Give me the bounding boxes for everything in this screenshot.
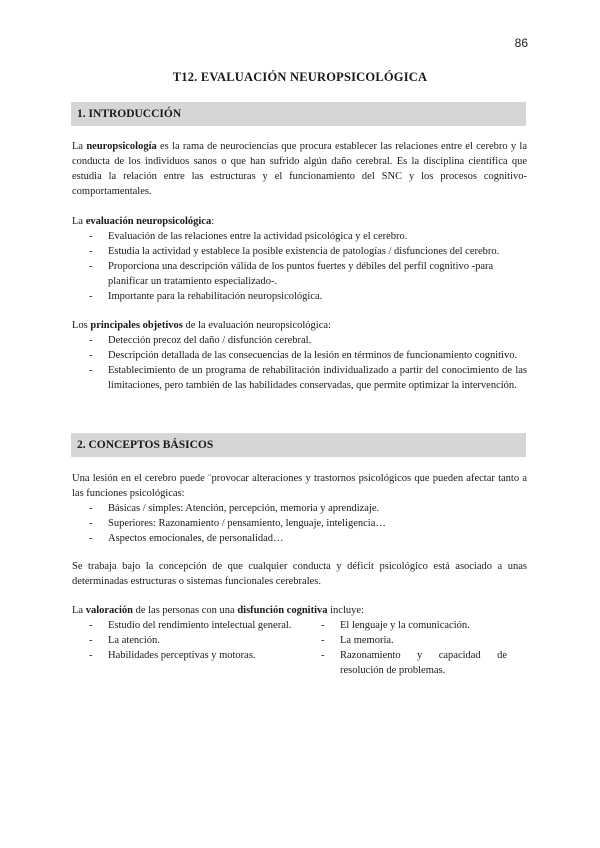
list-item: - Razonamiento y capacidad de resolución de problemas. — [304, 648, 507, 678]
valoracion-mid: de las personas con una — [132, 605, 238, 616]
term-neuropsicologia: neuropsicología — [86, 141, 157, 152]
list-item: - Establecimiento de un programa de rehabilitación individualizado a partir del conocimiento de las limitaciones, pero también de las habilidades conservadas, que permite optimizar la intervención. — [72, 363, 527, 393]
intro-text: es la rama de neurociencias que procura establecer las relaciones entre el cerebro y la conducta de los individuos sanos o que han sufrido algún daño cerebral. Es la disciplina científica que estudia la relación entre las estructuras y el funcionamiento del SNC y los procesos cognitivo-comportamentales. — [72, 141, 527, 197]
functions-list — [72, 501, 527, 546]
evaluation-block — [72, 214, 527, 304]
section-heading-conceptos: 2. CONCEPTOS BÁSICOS — [71, 433, 526, 457]
list-item: - Descripción detallada de las consecuencias de la lesión en términos de funcionamiento cognitivo. — [72, 348, 527, 363]
objectives-pre: Los — [72, 320, 91, 331]
term-valoracion: valoración — [85, 605, 133, 616]
list-item: - Importante para la rehabilitación neuropsicológica. — [72, 289, 527, 304]
term-evaluacion: evaluación neuropsicológica — [85, 216, 212, 227]
list-item: - Proporciona una descripción válida de los puntos fuertes y débiles del perfil cognitivo -para planificar un tratamiento especializado-. — [72, 259, 527, 289]
list-item: - Superiores: Razonamiento / pensamiento, lenguaje, inteligencia… — [72, 516, 527, 531]
page-number: 86 — [514, 36, 528, 50]
list-item: - Estudio del rendimiento intelectual general. — [72, 618, 304, 633]
valoracion-block — [72, 603, 527, 678]
list-item: - Evaluación de las relaciones entre la actividad psicológica y el cerebro. — [72, 229, 527, 244]
list-item: - Básicas / simples: Atención, percepción, memoria y aprendizaje. — [72, 501, 527, 516]
term-objetivos: principales objetivos — [90, 320, 183, 331]
lesion-block — [72, 471, 527, 546]
valoracion-columns — [72, 618, 527, 678]
intro-paragraph — [72, 139, 527, 199]
evaluation-list — [72, 229, 527, 304]
conception-paragraph — [72, 559, 527, 589]
document-title: T12. EVALUACIÓN NEUROPSICOLÓGICA — [172, 70, 428, 84]
list-item: - Habilidades perceptivas y motoras. — [72, 648, 304, 663]
list-item: - El lenguaje y la comunicación. — [304, 618, 507, 633]
list-item: - La memoria. — [304, 633, 507, 648]
list-item: - Detección precoz del daño / disfunción cerebral. — [72, 333, 527, 348]
evaluation-post: : — [211, 216, 215, 227]
objectives-block — [72, 318, 527, 393]
list-item: - La atención. — [72, 633, 304, 648]
objectives-list — [72, 333, 527, 393]
evaluation-pre: La — [72, 216, 86, 227]
list-item: - Aspectos emocionales, de personalidad… — [72, 531, 527, 546]
term-disfuncion: disfunción cognitiva — [237, 605, 328, 616]
intro-pre: La — [72, 141, 87, 152]
valoracion-post: incluye: — [327, 605, 364, 616]
valoracion-list-right — [304, 618, 507, 678]
section-heading-introduccion: 1. INTRODUCCIÓN — [71, 102, 526, 126]
objectives-post: de la evaluación neuropsicológica: — [182, 320, 331, 331]
valoracion-list-left — [72, 618, 304, 678]
conception-text: Se trabaja bajo la concepción de que cualquier conducta y déficit psicológico está asociado a unas determinadas estructuras o sistemas funcionales cerebrales. — [72, 561, 527, 587]
valoracion-pre: La — [72, 605, 86, 616]
list-item: - Estudia la actividad y establece la posible existencia de patologías / disfunciones del cerebro. — [72, 244, 527, 259]
lesion-paragraph: Una lesión en el cerebro puede ¨provocar alteraciones y trastornos psicológicos que pueden afectar tanto a las funciones psicológicas: — [72, 473, 527, 499]
